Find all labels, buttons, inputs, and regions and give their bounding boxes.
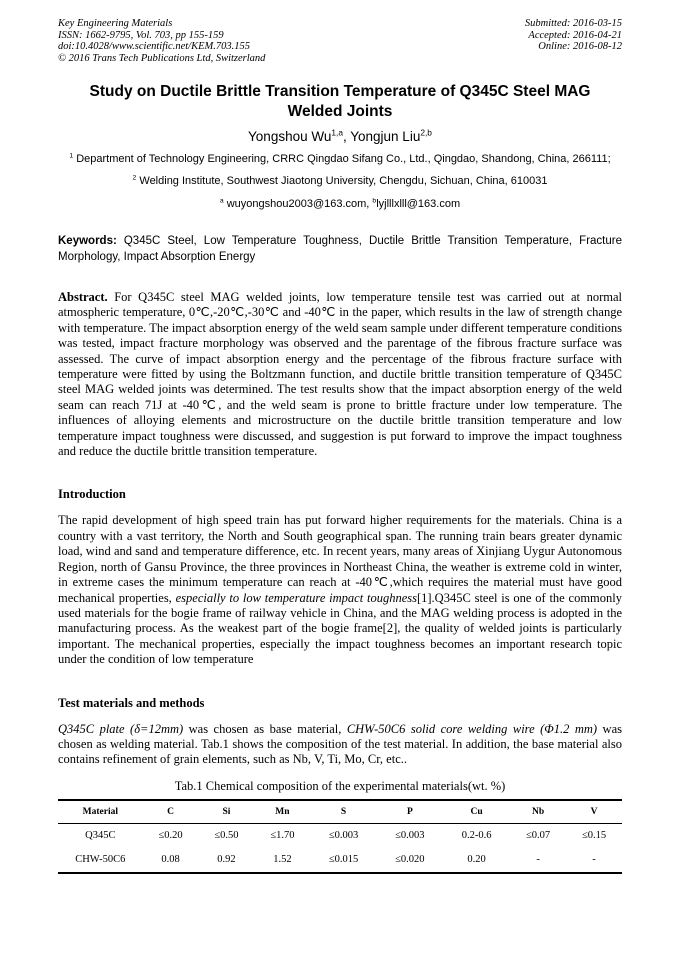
table-cell: Q345C <box>85 829 116 841</box>
table-header-v: V <box>566 800 622 824</box>
table-cell: ≤0.003 <box>395 829 425 841</box>
journal-info-block <box>58 18 265 64</box>
author-2-name: Yongjun Liu <box>350 129 421 144</box>
table-header-material: Material <box>58 800 143 824</box>
submission-dates-block <box>525 18 622 64</box>
test-materials-text-1: was chosen as base material, <box>183 721 347 736</box>
author-1-name: Yongshou Wu <box>248 129 332 144</box>
table-header-s: S <box>310 800 376 824</box>
table-header-row <box>58 800 622 824</box>
email-a-marker: a <box>219 197 224 205</box>
table-cell: ≤0.50 <box>214 829 239 841</box>
author-1-superscript: 1,a <box>331 127 343 138</box>
keywords-text: Q345C Steel, Low Temperature Toughness, Ductile Brittle Transition Temperature, Fracture Morphology, Impact Absorption Energy <box>58 235 622 263</box>
journal-copyright-line: © 2016 Trans Tech Publications Ltd, Switzerland <box>58 52 266 64</box>
authors-line <box>58 128 622 145</box>
submitted-date: Submitted: 2016-03-15 <box>524 18 622 29</box>
table-cell: - <box>536 853 540 865</box>
table-header-mn: Mn <box>254 800 310 824</box>
affiliation-1 <box>58 152 622 167</box>
keywords-paragraph <box>58 234 622 265</box>
accepted-date: Accepted: 2016-04-21 <box>528 29 622 41</box>
table-header-c: C <box>143 800 199 824</box>
abstract-text: For Q345C steel MAG welded joints, low temperature tensile test was carried out at normal atmospheric temperature, 0℃,-20℃,-30℃ and -40℃ in the paper, which results in the law of strength change with temperature. The impact absorption energy of the weld seam sample under different temperature conditions was tested, impact fracture morphology was observed and the parentage of the fibrous fracture surface was assessed. The curve of impact absorption energy and the percentage of the fibrous fracture surface with temperature were fitted by using the Boltzmann function, and ductile brittle transition temperature of Q345C steel MAG welded joints was determined. The test results show that the impact absorption energy of the weld seam can reach 71J at -40℃, and the weld seam is prone to brittle fracture under low temperature. The influences of alloying elements and microstructure on the ductile brittle transition temperature and low temperature impact toughness were discussed, and suggestion is put forward to improve the impact toughness and reduce the ductile brittle transition temperature. <box>58 290 622 459</box>
section-heading-test-materials: Test materials and methods <box>58 695 205 710</box>
table-cell: ≤0.015 <box>328 853 359 865</box>
introduction-text-1: The rapid development of high speed train has put forward higher requirements for the materials. China is a country with a vast territory, the North and South geographical span. The running train bears greater dynamic load, wind and sand and temperature difference, etc. In recent years, many areas of Xinjiang Uygur Autonomous Region, north of Gansu Province, the three provinces in Northeast China, the weather is extreme cold in winter, in extreme cases the minimum temperature can reach at -40℃,which requires the material must have good mechanical properties, <box>58 513 622 605</box>
composition-table-body <box>58 823 622 873</box>
table-cell: 0.08 <box>161 853 180 865</box>
journal-doi-line: doi:10.4028/www.scientific.net/KEM.703.155 <box>58 41 250 52</box>
affiliation-2 <box>58 174 622 189</box>
table-cell: - <box>592 853 596 865</box>
test-materials-paragraph <box>58 722 622 768</box>
journal-header <box>58 18 622 64</box>
email-line <box>58 197 622 212</box>
table-header-nb: Nb <box>510 800 566 824</box>
introduction-text-2: [1].Q345C steel is one of the commonly used materials for the bogie frame of railway vehicle in China, and the MAG welding process is adopted in the manufacturing process. As the weakest part of the bogie frame[2], the quality of welded joints is particularly important. The mechanical properties, especially the impact toughness becomes an important research topic under the condition of low temperature <box>58 590 622 667</box>
abstract-label: Abstract. <box>58 290 108 304</box>
table-cell: ≤0.20 <box>158 829 183 841</box>
introduction-italic-phrase: especially to low temperature impact toughness <box>175 590 417 605</box>
online-date: Online: 2016-08-12 <box>538 41 622 52</box>
email-b-marker: b <box>372 197 377 205</box>
authors-separator: , <box>342 129 351 144</box>
journal-name: Key Engineering Materials <box>58 18 173 29</box>
test-materials-italic-1: Q345C plate (δ=12mm) <box>58 721 184 736</box>
table-header-cu: Cu <box>443 800 510 824</box>
table-cell: ≤0.003 <box>328 829 359 841</box>
introduction-paragraph <box>58 513 622 667</box>
table-cell: ≤0.15 <box>581 829 607 841</box>
paper-title-line-2: Welded Joints <box>287 103 393 120</box>
table-cell: 0.2-0.6 <box>461 829 492 841</box>
email-b: lyjlllxlll@163.com <box>376 198 461 210</box>
composition-table-head <box>58 800 622 824</box>
test-materials-italic-2: CHW-50C6 solid core welding wire (Φ1.2 mm) <box>346 721 598 736</box>
table-cell: 1.52 <box>273 853 292 865</box>
affiliation-2-text: Welding Institute, Southwest Jiaotong University, Chengdu, Sichuan, China, 610031 <box>136 175 548 187</box>
table-row <box>58 848 622 873</box>
table-row <box>58 823 622 848</box>
keywords-label: Keywords: <box>58 235 117 247</box>
journal-issn-line: ISSN: 1662-9795, Vol. 703, pp 155-159 <box>58 29 224 41</box>
table-cell: 0.20 <box>467 853 486 865</box>
author-2-superscript: 2,b <box>420 127 432 138</box>
table-caption: Tab.1 Chemical composition of the experimental materials(wt. %) <box>174 778 506 793</box>
table-cell: CHW-50C6 <box>75 853 126 865</box>
composition-table <box>58 799 622 874</box>
paper-title <box>58 82 622 122</box>
section-heading-introduction: Introduction <box>58 487 126 502</box>
abstract-paragraph <box>58 290 622 459</box>
paper-title-line-1: Study on Ductile Brittle Transition Temperature of Q345C Steel MAG <box>89 83 591 100</box>
email-a: wuyongshou2003@163.com, <box>223 198 373 210</box>
table-cell: ≤1.70 <box>270 829 295 841</box>
table-cell: ≤0.020 <box>395 853 425 865</box>
affiliation-2-marker: 2 <box>132 174 137 182</box>
table-header-p: P <box>377 800 443 824</box>
table-header-si: Si <box>199 800 255 824</box>
table-cell: 0.92 <box>217 853 236 865</box>
table-cell: ≤0.07 <box>526 829 551 841</box>
affiliation-1-marker: 1 <box>69 152 74 160</box>
test-materials-text-2: was chosen as welding material. Tab.1 shows the composition of the test material. In addition, the base material also contains refinement of grain elements, such as Nb, V, Ti, Mo, Cr, etc.. <box>58 721 622 767</box>
affiliation-1-text: Department of Technology Engineering, CRRC Qingdao Sifang Co., Ltd., Qingdao, Shandong, China, 266111; <box>73 153 611 165</box>
